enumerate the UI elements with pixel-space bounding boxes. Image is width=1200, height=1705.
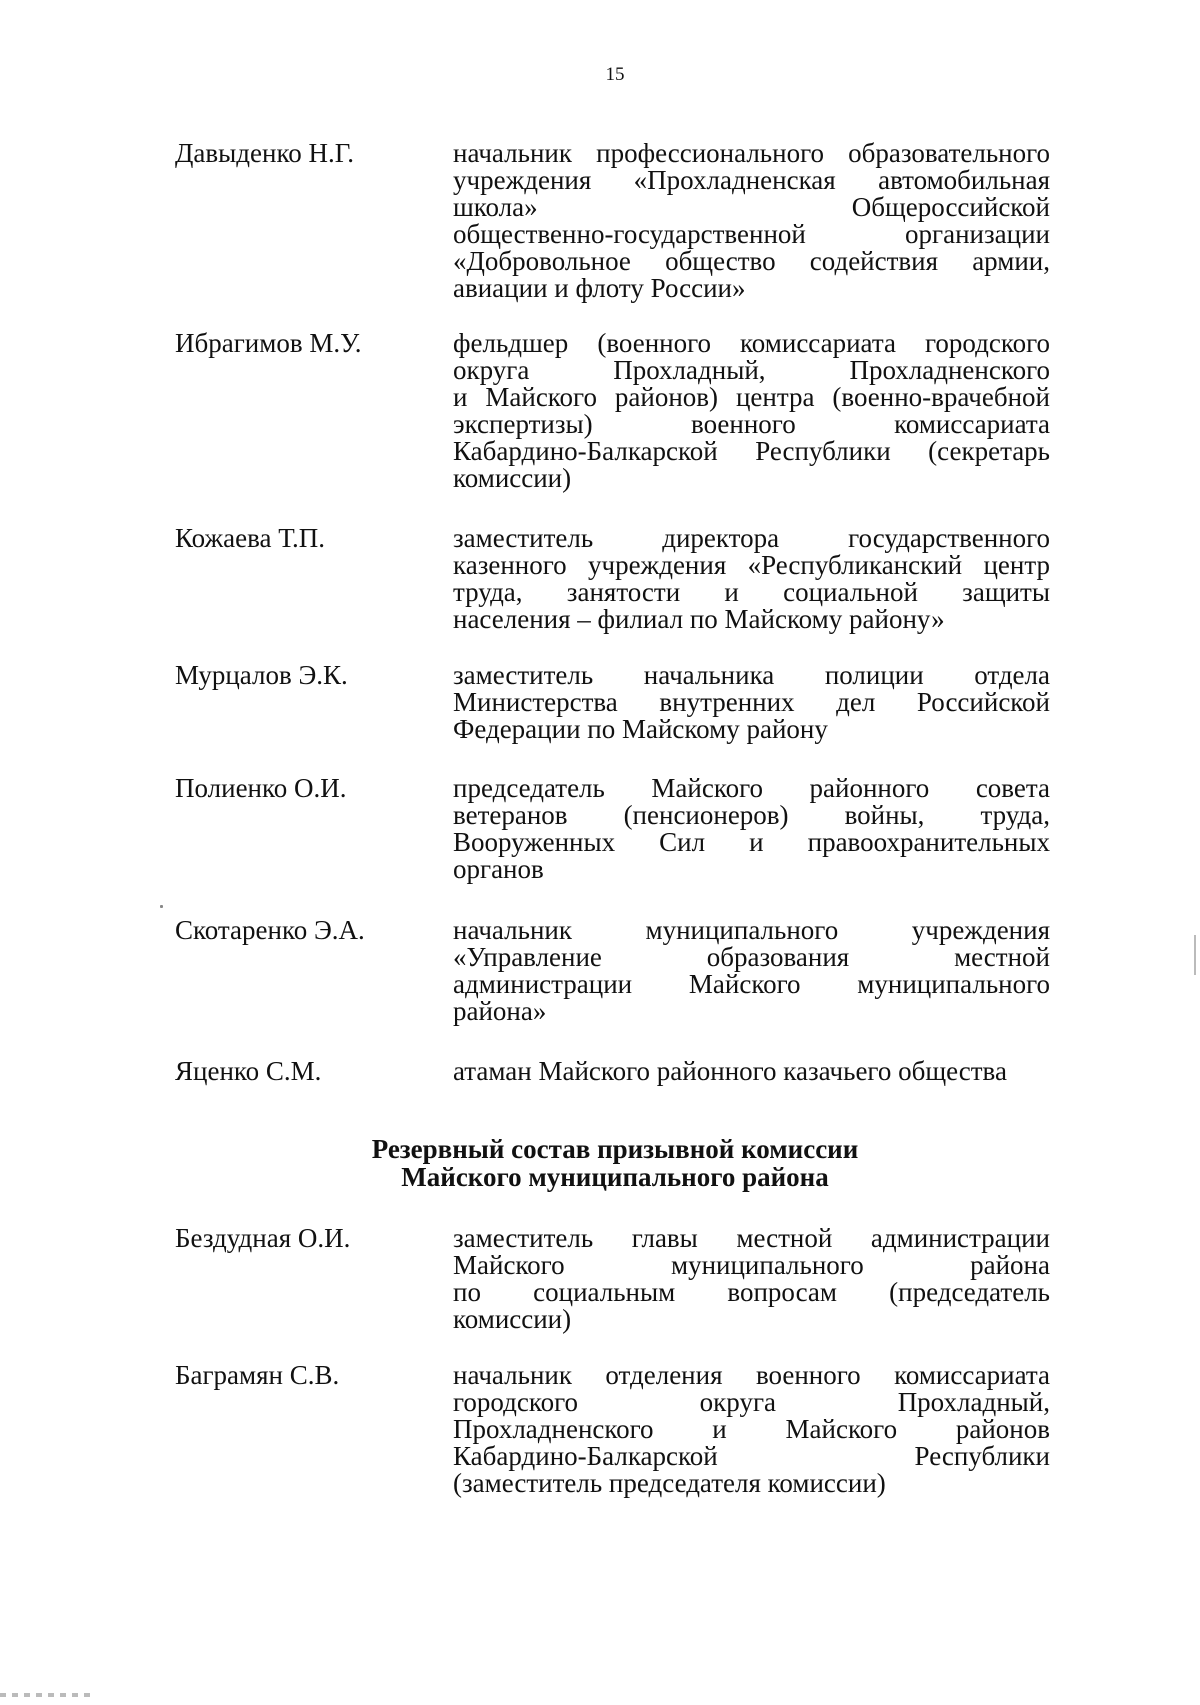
member-position [453, 775, 1050, 883]
position-line: городского округа Прохладный, [453, 1387, 1050, 1417]
position-line: по социальным вопросам (председатель [453, 1277, 1050, 1307]
position-line: авиации и флоту России» [453, 273, 746, 303]
page-number: 15 [605, 64, 625, 85]
reserve-section-title [0, 1135, 1200, 1191]
position-line: начальник отделения военного комиссариата [453, 1360, 1050, 1390]
position-line: комиссии) [453, 463, 572, 493]
position-line: органов [453, 854, 544, 884]
position-line: школа» Общероссийской [453, 192, 1050, 222]
scan-edge-mark [0, 1693, 90, 1697]
member-position [453, 1362, 1050, 1497]
member-position [453, 1225, 1050, 1333]
position-line: округа Прохладный, Прохладненского [453, 355, 1050, 385]
position-line: «Добровольное общество содействия армии, [453, 246, 1050, 276]
position-line: начальник муниципального учреждения [453, 915, 1050, 945]
position-line: «Управление образования местной [453, 942, 1050, 972]
position-line: и Майского районов) центра (военно-врачебной [453, 382, 1050, 412]
member-name: Бездудная О.И. [175, 1223, 351, 1253]
scan-margin-mark [1194, 935, 1196, 975]
position-line: ветеранов (пенсионеров) войны, труда, [453, 800, 1050, 830]
position-line: Майского муниципального района [453, 1250, 1050, 1280]
position-line: Министерства внутренних дел Российской [453, 687, 1050, 717]
position-line: Федерации по Майскому району [453, 714, 828, 744]
position-line: заместитель главы местной администрации [453, 1223, 1050, 1253]
position-line: заместитель директора государственного [453, 523, 1050, 553]
member-position [453, 1058, 1050, 1085]
position-line: заместитель начальника полиции отдела [453, 660, 1050, 690]
position-line: фельдшер (военного комиссариата городского [453, 328, 1050, 358]
member-name: Мурцалов Э.К. [175, 660, 348, 690]
member-name: Скотаренко Э.А. [175, 915, 365, 945]
member-position [453, 917, 1050, 1025]
position-line: учреждения «Прохладненская автомобильная [453, 165, 1050, 195]
position-line: Кабардино-Балкарской Республики [453, 1441, 1050, 1471]
member-position [453, 140, 1050, 302]
member-name: Ибрагимов М.У. [175, 328, 362, 358]
position-line: общественно-государственной организации [453, 219, 1050, 249]
position-line: экспертизы) военного комиссариата [453, 409, 1050, 439]
position-line: Вооруженных Сил и правоохранительных [453, 827, 1050, 857]
member-position [453, 662, 1050, 743]
position-line: администрации Майского муниципального [453, 969, 1050, 999]
position-line: района» [453, 996, 547, 1026]
scan-speck [160, 905, 163, 908]
position-line: казенного учреждения «Республиканский центр [453, 550, 1050, 580]
position-line: атаман Майского районного казачьего общества [453, 1056, 1007, 1086]
member-name: Баграмян С.В. [175, 1360, 340, 1390]
reserve-title-line-2: Майского муниципального района [401, 1162, 829, 1192]
position-line: Кабардино-Балкарской Республики (секретарь [453, 436, 1050, 466]
position-line: труда, занятости и социальной защиты [453, 577, 1050, 607]
position-line: (заместитель председателя комиссии) [453, 1468, 886, 1498]
position-line: начальник профессионального образовательного [453, 138, 1050, 168]
position-line: Прохладненского и Майского районов [453, 1414, 1050, 1444]
member-position [453, 525, 1050, 633]
position-line: председатель Майского районного совета [453, 773, 1050, 803]
position-line: населения – филиал по Майскому району» [453, 604, 945, 634]
position-line: комиссии) [453, 1304, 572, 1334]
member-position [453, 330, 1050, 492]
member-name: Давыденко Н.Г. [175, 138, 355, 168]
reserve-title-line-1: Резервный состав призывной комиссии [371, 1134, 859, 1164]
member-name: Кожаева Т.П. [175, 523, 326, 553]
member-name: Полиенко О.И. [175, 773, 347, 803]
member-name: Яценко С.М. [175, 1056, 322, 1086]
